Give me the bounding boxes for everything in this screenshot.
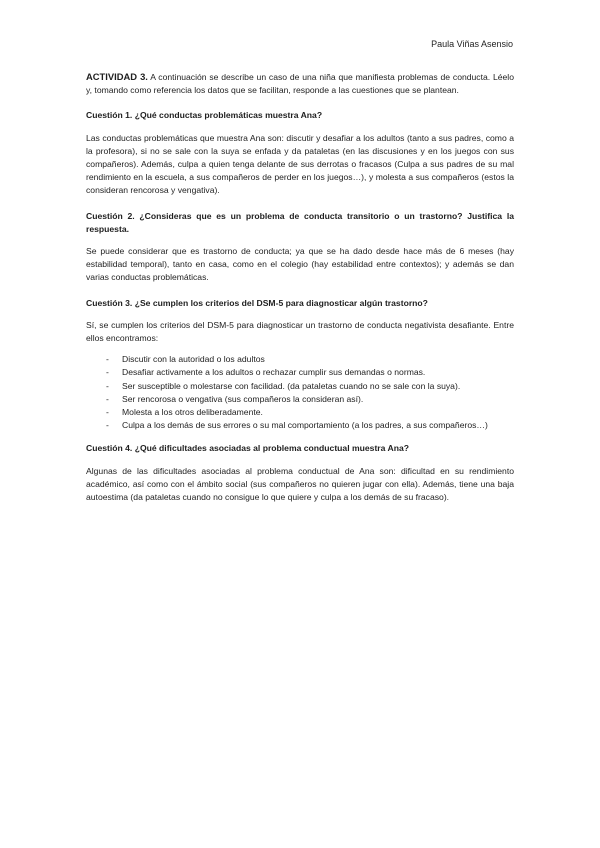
activity-text: A continuación se describe un caso de una niña que manifiesta problemas de conducta. Léelo y, tomando como referencia los datos que se facilitan, responde a las cuestiones que se plantean.: [86, 72, 514, 96]
criteria-list: [86, 353, 514, 432]
list-item: - Culpa a los demás de sus errores o su mal comportamiento (a los padres, a sus compañeros…): [86, 419, 514, 432]
list-item: - Ser susceptible o molestarse con facilidad. (da pataletas cuando no se sale con la suya).: [86, 380, 514, 393]
document-body: [86, 70, 514, 516]
list-item: - Molesta a los otros deliberadamente.: [86, 406, 514, 419]
question-3: Cuestión 3. ¿Se cumplen los criterios del DSM-5 para diagnosticar algún trastorno?: [86, 297, 428, 308]
author-name: Paula Viñas Asensio: [431, 39, 513, 49]
answer-3-lead: Sí, se cumplen los criterios del DSM-5 para diagnosticar un trastorno de conducta negativista desafiante. Entre ellos encontramos:: [86, 319, 514, 344]
answer-4: Algunas de las dificultades asociadas al problema conductual de Ana son: dificultad en su rendimiento académico, así como con el ámbito social (sus compañeros no quieren jugar con ella). Además, tiene una baja autoestima (da pataletas cuando no consigue lo que quiere y culpa a los demás de su fracaso).: [86, 465, 514, 503]
list-item: - Ser rencorosa o vengativa (sus compañeros la consideran así).: [86, 393, 514, 406]
question-1: Cuestión 1. ¿Qué conductas problemáticas muestra Ana?: [86, 110, 323, 121]
question-2: Cuestión 2. ¿Consideras que es un problema de conducta transitorio o un trastorno? Justifica la respuesta.: [86, 210, 514, 234]
answer-1: Las conductas problemáticas que muestra Ana son: discutir y desafiar a los adultos (tanto a sus padres, como a la profesora), si no se sale con la suya se enfada y da pataletas (en las discusiones y en los juegos con sus compañeros). Además, culpa a quien tenga delante de sus derrotas o fracasos (Culpa a sus padres de su mal rendimiento en la escuela, a sus compañeros de perder en los juegos…), y molesta a sus compañeros (estos la consideran rencorosa y vengativa).: [86, 132, 514, 196]
activity-label: ACTIVIDAD 3.: [86, 71, 148, 82]
list-item: - Desafiar activamente a los adultos o rechazar cumplir sus demandas o normas.: [86, 366, 514, 379]
answer-2: Se puede considerar que es trastorno de conducta; ya que se ha dado desde hace más de 6 meses (hay estabilidad temporal), tanto en casa, como en el colegio (hay estabilidad entre contextos); y además se dan varias conductas problemáticas.: [86, 246, 514, 283]
activity-intro: [86, 70, 514, 97]
question-4: Cuestión 4. ¿Qué dificultades asociadas al problema conductual muestra Ana?: [86, 443, 409, 454]
list-item: - Discutir con la autoridad o los adultos: [86, 353, 514, 366]
